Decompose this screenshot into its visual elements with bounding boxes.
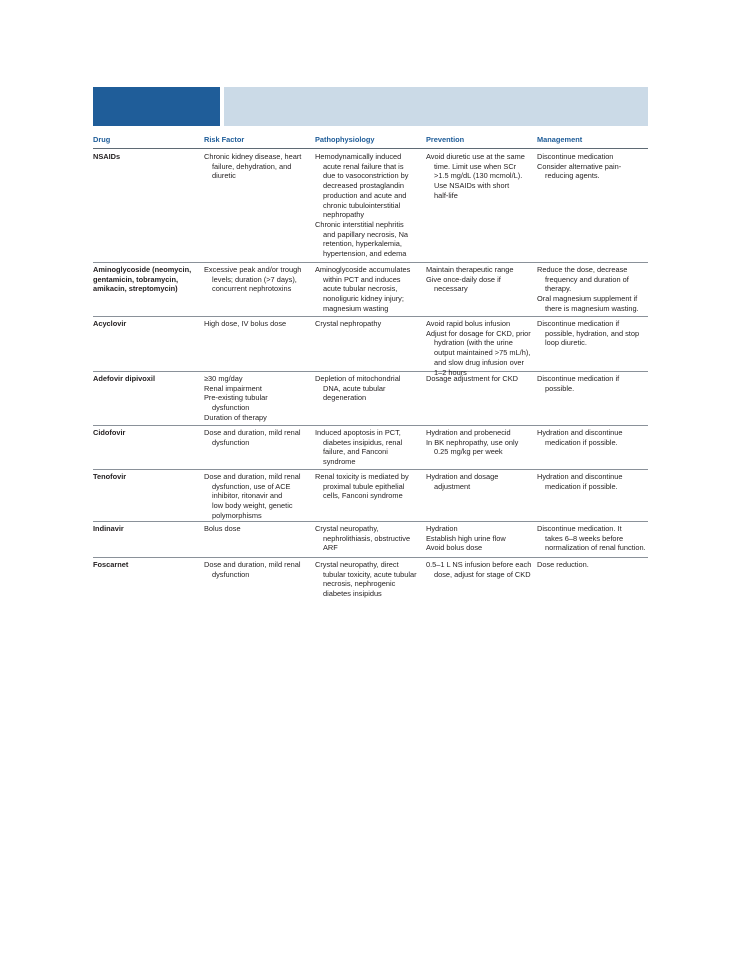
cell-line: Induced apoptosis in PCT,	[315, 428, 401, 437]
cell-line: Foscarnet	[93, 560, 129, 569]
cell-line: dysfunction	[212, 403, 250, 413]
cell-line: Discontinue medication. It	[537, 524, 622, 533]
cell-line: Chronic interstitial nephritis	[315, 219, 404, 229]
cell-line: Cidofovir	[93, 428, 126, 437]
cell-line: Give once-daily dose if	[426, 274, 501, 284]
table-row	[93, 557, 648, 597]
cell-line: Hydration and probenecid	[426, 428, 511, 437]
cell-line: Hemodynamically induced	[315, 152, 402, 161]
cell-line: Dose and duration, mild renal	[204, 560, 301, 569]
management-cell	[537, 472, 649, 491]
cell-line: dysfunction	[212, 569, 250, 579]
cell-line: tubular toxicity, acute tubular	[323, 569, 417, 579]
pathophysiology-cell	[315, 152, 421, 259]
cell-line: acute renal failure that is	[323, 161, 404, 171]
prevention-cell	[426, 472, 534, 491]
cell-line: ≥30 mg/day	[204, 374, 243, 383]
cell-line: acute tubular necrosis,	[323, 284, 398, 294]
cell-line: necrosis, nephrogenic	[323, 579, 396, 589]
cell-line: Acyclovir	[93, 319, 127, 328]
management-cell	[537, 524, 649, 553]
cell-line: nephrolithiasis, obstructive	[323, 533, 411, 543]
cell-line: Adefovir dipivoxil	[93, 374, 156, 383]
cell-line: 0.5–1 L NS infusion before each	[426, 560, 532, 569]
drug-cell	[93, 560, 201, 570]
drug-cell	[93, 472, 201, 482]
cell-line: nephropathy	[323, 210, 365, 220]
cell-line: Renal toxicity is mediated by	[315, 472, 409, 481]
cell-line: Crystal neuropathy,	[315, 524, 379, 533]
cell-line: time. Limit use when SCr	[434, 161, 517, 171]
cell-line: failure, dehydration, and	[212, 161, 292, 171]
risk-factor-cell	[204, 472, 310, 521]
risk-factor-cell	[204, 428, 310, 447]
management-cell	[537, 428, 649, 447]
cell-line: NSAIDs	[93, 152, 121, 161]
prevention-cell	[426, 524, 534, 553]
cell-line: Indinavir	[93, 524, 124, 533]
cell-line: nonoliguric kidney injury;	[323, 294, 404, 304]
cell-line: polymorphisms	[212, 510, 262, 520]
cell-line: and slow drug infusion over	[434, 357, 524, 367]
cell-line: possible, hydration, and stop	[545, 328, 640, 338]
cell-line: therapy.	[545, 284, 572, 294]
cell-line: diabetes insipidus	[323, 589, 382, 599]
prevention-cell	[426, 428, 534, 457]
cell-line: Maintain therapeutic range	[426, 265, 514, 274]
cell-line: Reduce the dose, decrease	[537, 265, 628, 274]
table-row	[93, 469, 648, 522]
table-row	[93, 425, 648, 470]
header-management: Management	[537, 135, 583, 144]
cell-line: low body weight, genetic	[212, 501, 293, 511]
management-cell	[537, 560, 649, 570]
risk-factor-cell	[204, 524, 310, 534]
management-cell	[537, 265, 649, 314]
cell-line: degeneration	[323, 393, 367, 403]
cell-line: half-life	[434, 190, 458, 200]
cell-line: ARF	[323, 543, 338, 553]
risk-factor-cell	[204, 319, 310, 329]
cell-line: Pre-existing tubular	[204, 393, 268, 403]
header-drug: Drug	[93, 135, 111, 144]
cell-line: Crystal neuropathy, direct	[315, 560, 399, 569]
pathophysiology-cell	[315, 560, 421, 599]
table-header	[93, 135, 648, 149]
cell-line: inhibitor, ritonavir and	[212, 491, 283, 501]
cell-line: Avoid rapid bolus infusion	[426, 319, 511, 328]
cell-line: output maintained >75 mL/h),	[434, 348, 531, 358]
cell-line: High dose, IV bolus dose	[204, 319, 287, 328]
pathophysiology-cell	[315, 265, 421, 314]
cell-line: Crystal nephropathy	[315, 319, 382, 328]
header-risk-factor: Risk Factor	[204, 135, 245, 144]
cell-line: and papillary necrosis, Na	[323, 229, 409, 239]
cell-line: Tenofovir	[93, 472, 127, 481]
cell-line: Hydration and discontinue	[537, 472, 623, 481]
management-cell	[537, 374, 649, 393]
cell-line: amikacin, streptomycin)	[93, 284, 178, 294]
cell-line: within PCT and induces	[323, 274, 401, 284]
drug-cell	[93, 152, 201, 162]
cell-line: Aminoglycoside (neomycin,	[93, 265, 192, 274]
prevention-cell	[426, 152, 534, 201]
cell-line: diuretic	[212, 171, 236, 181]
cell-line: magnesium wasting	[323, 303, 389, 313]
banner-light-block	[224, 87, 648, 126]
risk-factor-cell	[204, 560, 310, 579]
cell-line: Hydration	[426, 524, 458, 533]
table-row	[93, 521, 648, 558]
cell-line: hydration (with the urine	[434, 338, 513, 348]
cell-line: Hydration and dosage	[426, 472, 499, 481]
cell-line: proximal tubule epithelial	[323, 481, 405, 491]
cell-line: medication if possible.	[545, 481, 618, 491]
cell-line: loop diuretic.	[545, 338, 587, 348]
table-row	[93, 262, 648, 317]
cell-line: Oral magnesium supplement if	[537, 294, 638, 304]
table-row	[93, 371, 648, 426]
cell-line: 1–2 hours	[434, 367, 467, 377]
cell-line: Chronic kidney disease, heart	[204, 152, 302, 161]
cell-line: dose, adjust for stage of CKD	[434, 569, 531, 579]
cell-line: medication if possible.	[545, 437, 618, 447]
cell-line: >1.5 mg/dL (130 mcmol/L).	[434, 171, 523, 181]
cell-line: takes 6–8 weeks before	[545, 533, 624, 543]
cell-line: Adjust for dosage for CKD, prior	[426, 328, 531, 338]
cell-line: dysfunction	[212, 437, 250, 447]
cell-line: cells, Fanconi syndrome	[323, 491, 403, 501]
cell-line: DNA, acute tubular	[323, 383, 386, 393]
prevention-cell	[426, 560, 534, 579]
header-pathophysiology: Pathophysiology	[315, 135, 375, 144]
cell-line: diabetes insipidus, renal	[323, 437, 403, 447]
cell-line: Bolus dose	[204, 524, 241, 533]
pathophysiology-cell	[315, 374, 421, 403]
cell-line: Avoid bolus dose	[426, 543, 483, 553]
prevention-cell	[426, 374, 534, 384]
drug-cell	[93, 524, 201, 534]
cell-line: In BK nephropathy, use only	[426, 437, 519, 447]
cell-line: concurrent nephrotoxins	[212, 284, 292, 294]
cell-line: Renal impairment	[204, 383, 262, 393]
prevention-cell	[426, 265, 534, 294]
pathophysiology-cell	[315, 428, 421, 467]
cell-line: Depletion of mitochondrial	[315, 374, 401, 383]
risk-factor-cell	[204, 374, 310, 423]
pathophysiology-cell	[315, 319, 421, 329]
pathophysiology-cell	[315, 472, 421, 501]
management-cell	[537, 152, 649, 181]
management-cell	[537, 319, 649, 348]
cell-line: Aminoglycoside accumulates	[315, 265, 411, 274]
cell-line: Dosage adjustment for CKD	[426, 374, 519, 383]
drug-cell	[93, 319, 201, 329]
cell-line: production and acute and	[323, 190, 407, 200]
risk-factor-cell	[204, 152, 310, 181]
cell-line: Excessive peak and/or trough	[204, 265, 302, 274]
cell-line: Discontinue medication	[537, 152, 614, 161]
cell-line: Avoid diuretic use at the same	[426, 152, 525, 161]
cell-line: 0.25 mg/kg per week	[434, 447, 503, 457]
risk-factor-cell	[204, 265, 310, 294]
cell-line: Duration of therapy	[204, 412, 267, 422]
cell-line: frequency and duration of	[545, 274, 629, 284]
cell-line: Dose reduction.	[537, 560, 589, 569]
cell-line: Hydration and discontinue	[537, 428, 623, 437]
table-row	[93, 316, 648, 377]
header-prevention: Prevention	[426, 135, 465, 144]
cell-line: normalization of renal function.	[545, 543, 646, 553]
cell-line: there is magnesium wasting.	[545, 303, 639, 313]
cell-line: decreased prostaglandin	[323, 181, 404, 191]
banner-dark-block	[93, 87, 220, 126]
cell-line: Consider alternative pain-	[537, 161, 622, 171]
cell-line: Discontinue medication if	[537, 374, 620, 383]
cell-line: possible.	[545, 383, 575, 393]
cell-line: Discontinue medication if	[537, 319, 620, 328]
drug-cell	[93, 265, 201, 294]
cell-line: Establish high urine flow	[426, 533, 506, 543]
cell-line: syndrome	[323, 457, 356, 467]
cell-line: hypertension, and edema	[323, 249, 407, 259]
prevention-cell	[426, 319, 534, 377]
drug-cell	[93, 428, 201, 438]
cell-line: reducing agents.	[545, 171, 600, 181]
cell-line: necessary	[434, 284, 468, 294]
table-row	[93, 149, 648, 263]
cell-line: retention, hyperkalemia,	[323, 239, 402, 249]
cell-line: failure, and Fanconi	[323, 447, 388, 457]
drug-cell	[93, 374, 201, 384]
cell-line: adjustment	[434, 481, 471, 491]
cell-line: gentamicin, tobramycin,	[93, 274, 179, 284]
cell-line: Use NSAIDs with short	[434, 181, 510, 191]
cell-line: due to vasoconstriction by	[323, 171, 409, 181]
cell-line: Dose and duration, mild renal	[204, 472, 301, 481]
cell-line: levels; duration (>7 days),	[212, 274, 297, 284]
cell-line: dysfunction, use of ACE	[212, 481, 291, 491]
pathophysiology-cell	[315, 524, 421, 553]
cell-line: chronic tubulointerstitial	[323, 200, 401, 210]
cell-line: Dose and duration, mild renal	[204, 428, 301, 437]
